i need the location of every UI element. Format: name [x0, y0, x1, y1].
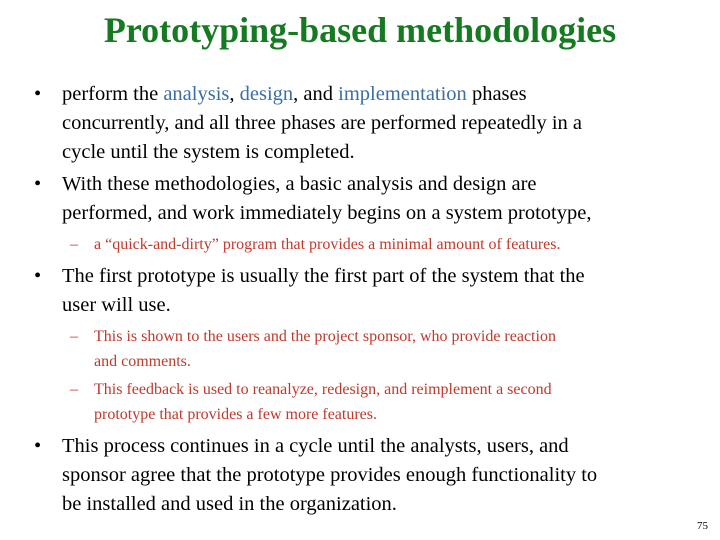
bullet-marker: • — [34, 83, 42, 105]
slide-title: Prototyping-based methodologies — [103, 10, 617, 50]
sub-bullet-2-line1: This is shown to the users and the project sponsor, who provide reaction — [94, 328, 556, 345]
bullet-4 — [34, 432, 720, 519]
sub-bullet-2-line2: and comments. — [94, 353, 191, 370]
bullet-1-pre: perform the — [62, 83, 164, 105]
term-design: design — [239, 83, 294, 105]
bullet-3-line2: user will use. — [62, 294, 171, 316]
bullet-1-line2: concurrently, and all three phases are performed repeatedly in a — [62, 112, 583, 134]
bullet-1 — [34, 80, 720, 167]
bullet-2 — [34, 170, 720, 228]
sub-bullet-1 — [70, 232, 714, 257]
bullet-marker: • — [34, 265, 42, 287]
sub-bullet-3 — [70, 377, 714, 427]
bullet-1-sep2: , and — [293, 83, 339, 105]
sub-bullet-marker: – — [70, 328, 78, 345]
bullet-1-post: phases — [466, 83, 527, 105]
bullet-3 — [34, 262, 720, 320]
bullet-4-line1: This process continues in a cycle until the analysts, users, and — [62, 435, 569, 457]
term-implementation: implementation — [338, 83, 467, 105]
term-analysis: analysis — [163, 83, 230, 105]
sub-bullet-3-line2: prototype that provides a few more features. — [94, 406, 378, 423]
bullet-1-line3: cycle until the system is completed. — [62, 141, 355, 163]
bullet-4-line2: sponsor agree that the prototype provides enough functionality to — [62, 464, 598, 486]
sub-bullet-marker: – — [70, 381, 78, 398]
page-number: 75 — [697, 520, 708, 532]
bullet-3-line1: The first prototype is usually the first part of the system that the — [62, 265, 585, 287]
bullet-2-line2: performed, and work immediately begins on a system prototype, — [62, 202, 592, 224]
bullet-marker: • — [34, 173, 42, 195]
sub-bullet-2 — [70, 324, 714, 374]
sub-bullet-1-line1: a “quick-and-dirty” program that provides a minimal amount of features. — [94, 236, 561, 253]
bullet-2-line1: With these methodologies, a basic analysis and design are — [62, 173, 537, 195]
sub-bullet-3-line1: This feedback is used to reanalyze, redesign, and reimplement a second — [94, 381, 552, 398]
bullet-marker: • — [34, 435, 42, 457]
sub-bullet-marker: – — [70, 236, 78, 253]
bullet-1-sep1: , — [229, 83, 240, 105]
bullet-4-line3: be installed and used in the organization. — [62, 493, 397, 515]
